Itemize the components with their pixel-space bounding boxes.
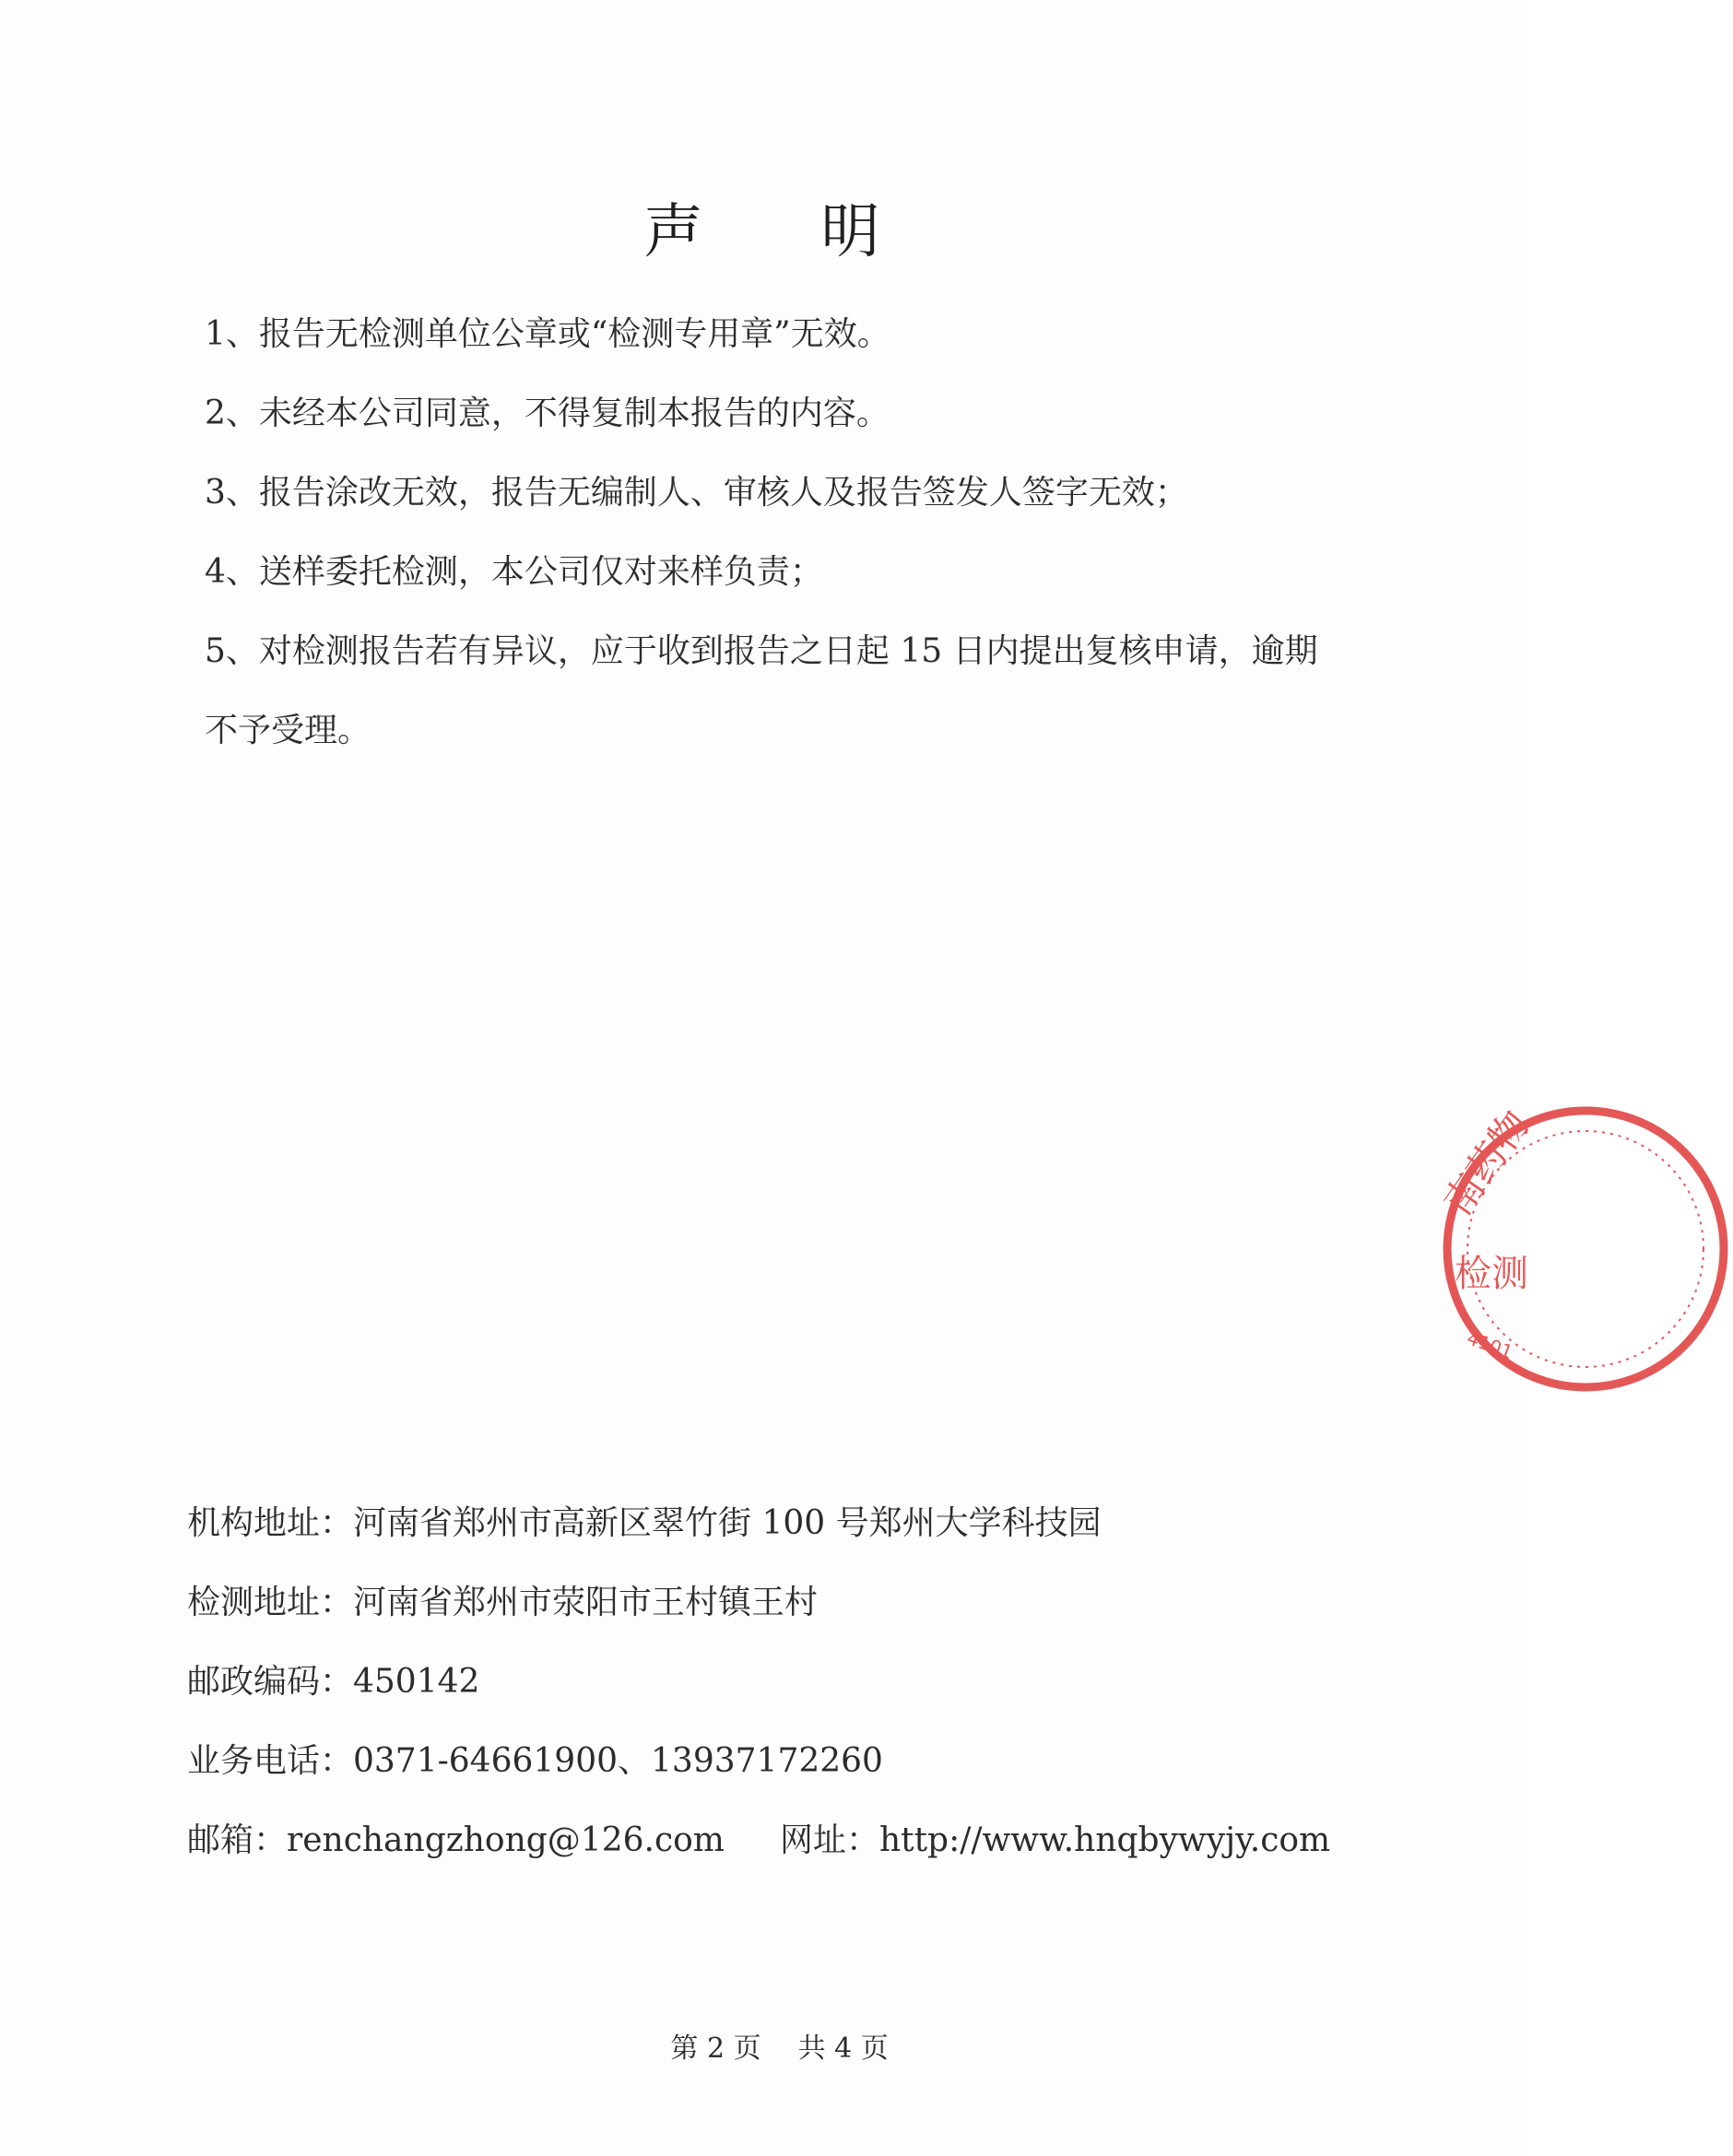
page-title: 声 明: [643, 198, 880, 266]
statement-item-4: 4、送样委托检测，本公司仅对来样负责；: [205, 553, 823, 591]
statement-item-3: 3、报告涂改无效，报告无编制人、审核人及报告签发人签字无效；: [205, 474, 1188, 512]
org-address: 机构地址：河南省郑州市高新区翠竹街 100 号郑州大学科技园: [187, 1504, 1102, 1542]
statement-list: [205, 295, 1394, 771]
website: 网址：http://www.hnqbywyjy.com: [779, 1821, 1331, 1859]
page-number: 第 2 页: [670, 2032, 761, 2065]
email: 邮箱：renchangzhong@126.com: [187, 1821, 725, 1859]
official-seal-stamp: [1434, 1102, 1733, 1396]
business-phone: 业务电话：0371-64661900、13937172260: [187, 1742, 883, 1780]
seal-text-top: 南药物: [1434, 1102, 1538, 1224]
statement-item-2: 2、未经本公司同意，不得复制本报告的内容。: [205, 395, 890, 432]
email-website-row: [187, 1801, 1385, 1880]
test-address: 检测地址：河南省郑州市荥阳市王村镇王村: [187, 1584, 819, 1621]
contact-block: [187, 1484, 1385, 1880]
page-footer: [0, 1993, 1524, 2098]
page-total: 共 4 页: [797, 2032, 889, 2065]
seal-number: 4101: [1464, 1326, 1516, 1364]
statement-item-5: 5、对检测报告若有异议，应于收到报告之日起 15 日内提出复核申请，逾期: [205, 632, 1318, 670]
statement-item-5-continued: 不予受理。: [205, 712, 371, 749]
statement-item-1: 1、报告无检测单位公章或“检测专用章”无效。: [205, 315, 890, 353]
seal-text-bottom: 检测: [1455, 1253, 1528, 1295]
postcode: 邮政编码：450142: [187, 1663, 480, 1701]
